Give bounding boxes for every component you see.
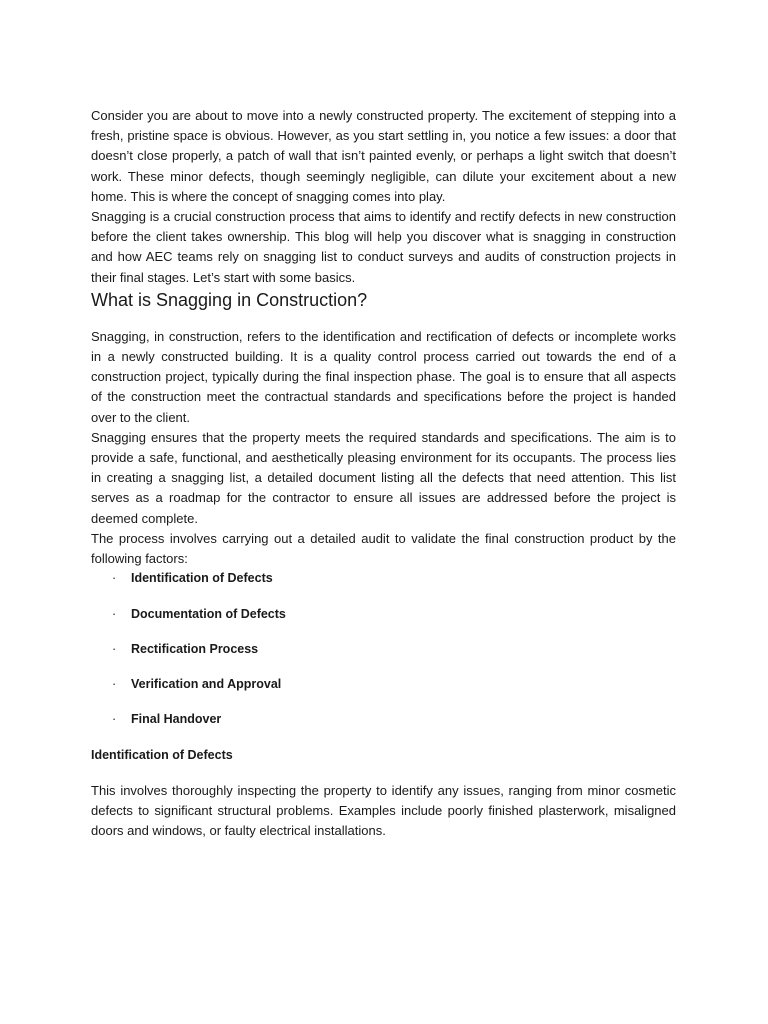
list-item-label: Rectification Process [131, 641, 259, 656]
bullet-icon: · [112, 677, 117, 692]
list-item-label: Documentation of Defects [131, 606, 286, 621]
list-item-label: Final Handover [131, 712, 222, 727]
list-item-label: Verification and Approval [131, 677, 282, 692]
bullet-icon: · [112, 641, 117, 656]
list-item [91, 640, 676, 658]
identification-paragraph: This involves thoroughly inspecting the property to identify any issues, ranging from minor cosmetic defects to significant structural problems. Examples include poorly finished plasterwork, misaligned doors and windows, or faulty electrical installations. [91, 782, 676, 839]
list-item [91, 569, 676, 587]
factors-list [91, 569, 676, 728]
section-heading: What is Snagging in Construction? [91, 289, 368, 310]
intro-paragraph-2: Snagging is a crucial construction process that aims to identify and rectify defects in new construction before the client takes ownership. This blog will help you discover what is snagging in construction and how AEC teams rely on snagging list to conduct surveys and audits of construction projects in their final stages. Let’s start with some basics. [91, 209, 676, 285]
list-item [91, 675, 676, 693]
definition-paragraph-3: The process involves carrying out a detailed audit to validate the final construction product by the following factors: [91, 530, 676, 567]
definition-paragraph-2: Snagging ensures that the property meets the required standards and specifications. The aim is to provide a safe, functional, and aesthetically pleasing environment for its occupants. The process lies in creating a snagging list, a detailed document listing all the defects that need attention. This list serves as a roadmap for the contractor to ensure all issues are addressed before the project is deemed complete. [91, 429, 676, 526]
bullet-icon: · [112, 606, 117, 621]
list-item [91, 710, 676, 728]
intro-paragraph-1: Consider you are about to move into a newly constructed property. The excitement of stepping into a fresh, pristine space is obvious. However, as you start settling in, you notice a few issues: a door that doesn’t close properly, a patch of wall that isn’t painted evenly, or perhaps a light switch that doesn’t work. These minor defects, though seemingly negligible, can dilute your excitement about a new home. This is where the concept of snagging comes into play. [91, 108, 676, 204]
bullet-icon: · [112, 571, 117, 586]
bullet-icon: · [112, 712, 117, 727]
definition-paragraph-1: Snagging, in construction, refers to the identification and rectification of defects or incomplete works in a newly constructed building. It is a quality control process carried out towards the end of a construction project, typically during the final inspection phase. The goal is to ensure that all aspects of the construction meet the contractual standards and specifications before the project is handed over to the client. [91, 328, 676, 425]
document-page [91, 106, 676, 841]
subheading-identification: Identification of Defects [91, 747, 233, 762]
list-item-label: Identification of Defects [131, 571, 273, 586]
list-item [91, 605, 676, 623]
